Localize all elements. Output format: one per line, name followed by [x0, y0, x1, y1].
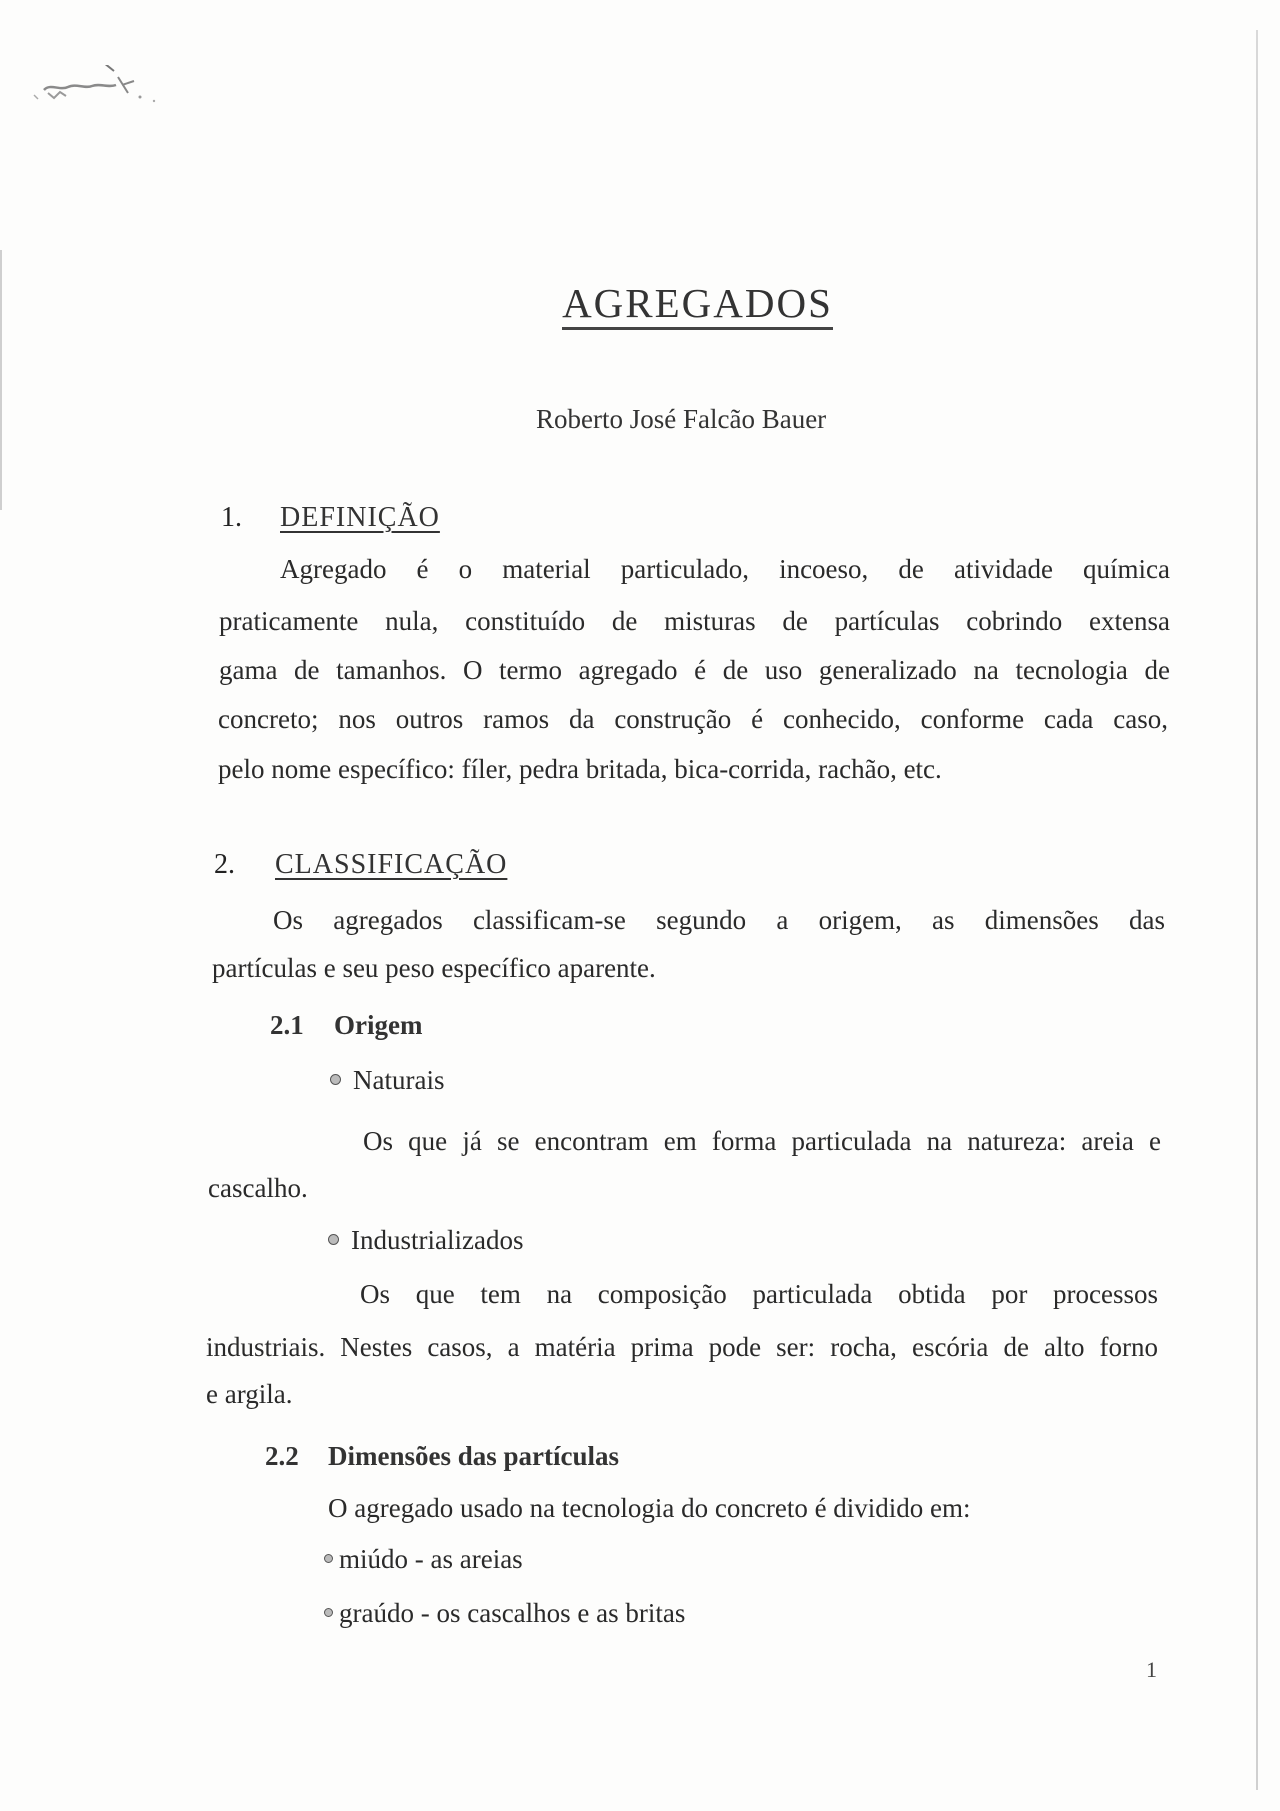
naturais-line-2: cascalho. — [208, 1173, 308, 1203]
list-item-graudo — [324, 1598, 685, 1629]
page-number: 1 — [1146, 1657, 1157, 1682]
industrializados-line-2: industriais. Nestes casos, a matéria prima pode ser: rocha, escória de alto forno — [206, 1332, 1158, 1362]
definicao-line-4: concreto; nos outros ramos da construção é conhecido, conforme cada caso, — [218, 704, 1168, 734]
section-2-number: 2. — [214, 849, 235, 880]
dimensoes-intro: O agregado usado na tecnologia do concreto é dividido em: — [328, 1493, 971, 1523]
industrializados-line-3: e argila. — [206, 1379, 293, 1409]
bullet-icon — [324, 1608, 333, 1617]
naturais-line-1: Os que já se encontram em forma particulada na natureza: areia e — [363, 1126, 1161, 1156]
subsection-2-2-heading: Dimensões das partículas — [328, 1441, 620, 1471]
industrializados-line-1: Os que tem na composição particulada obtida por processos — [360, 1279, 1158, 1309]
graudo-text: graúdo - os cascalhos e as britas — [339, 1598, 686, 1628]
miudo-text: miúdo - as areias — [339, 1544, 523, 1574]
section-1-number: 1. — [221, 502, 242, 533]
naturais-label: Naturais — [353, 1065, 445, 1095]
subsection-2-1-number: 2.1 — [270, 1010, 304, 1040]
subsection-2-1-heading: Origem — [334, 1010, 423, 1040]
classificacao-line-1: Os agregados classificam-se segundo a origem, as dimensões das — [273, 905, 1165, 935]
list-item-miudo — [324, 1544, 523, 1575]
bullet-naturais — [330, 1065, 444, 1096]
bullet-icon — [324, 1554, 333, 1563]
definicao-line-2: praticamente nula, constituído de misturas de partículas cobrindo extensa — [219, 606, 1170, 636]
definicao-line-5: pelo nome específico: fíler, pedra britada, bica-corrida, rachão, etc. — [218, 754, 942, 784]
section-2-heading: CLASSIFICAÇÃO — [275, 849, 508, 880]
author-name: Roberto José Falcão Bauer — [536, 404, 827, 434]
document-title: AGREGADOS — [0, 279, 1280, 327]
bullet-icon — [328, 1234, 339, 1245]
bullet-industrializados — [328, 1225, 523, 1256]
section-1-heading: DEFINIÇÃO — [280, 502, 440, 533]
classificacao-line-2: partículas e seu peso específico aparente. — [212, 953, 656, 983]
definicao-line-1: Agregado é o material particulado, incoeso, de atividade química — [280, 554, 1170, 584]
subsection-2-2-number: 2.2 — [265, 1441, 299, 1471]
definicao-line-3: gama de tamanhos. O termo agregado é de uso generalizado na tecnologia de — [219, 655, 1170, 685]
scan-smudge-mark — [30, 65, 190, 115]
industrializados-label: Industrializados — [351, 1225, 524, 1255]
bullet-icon — [330, 1074, 341, 1085]
